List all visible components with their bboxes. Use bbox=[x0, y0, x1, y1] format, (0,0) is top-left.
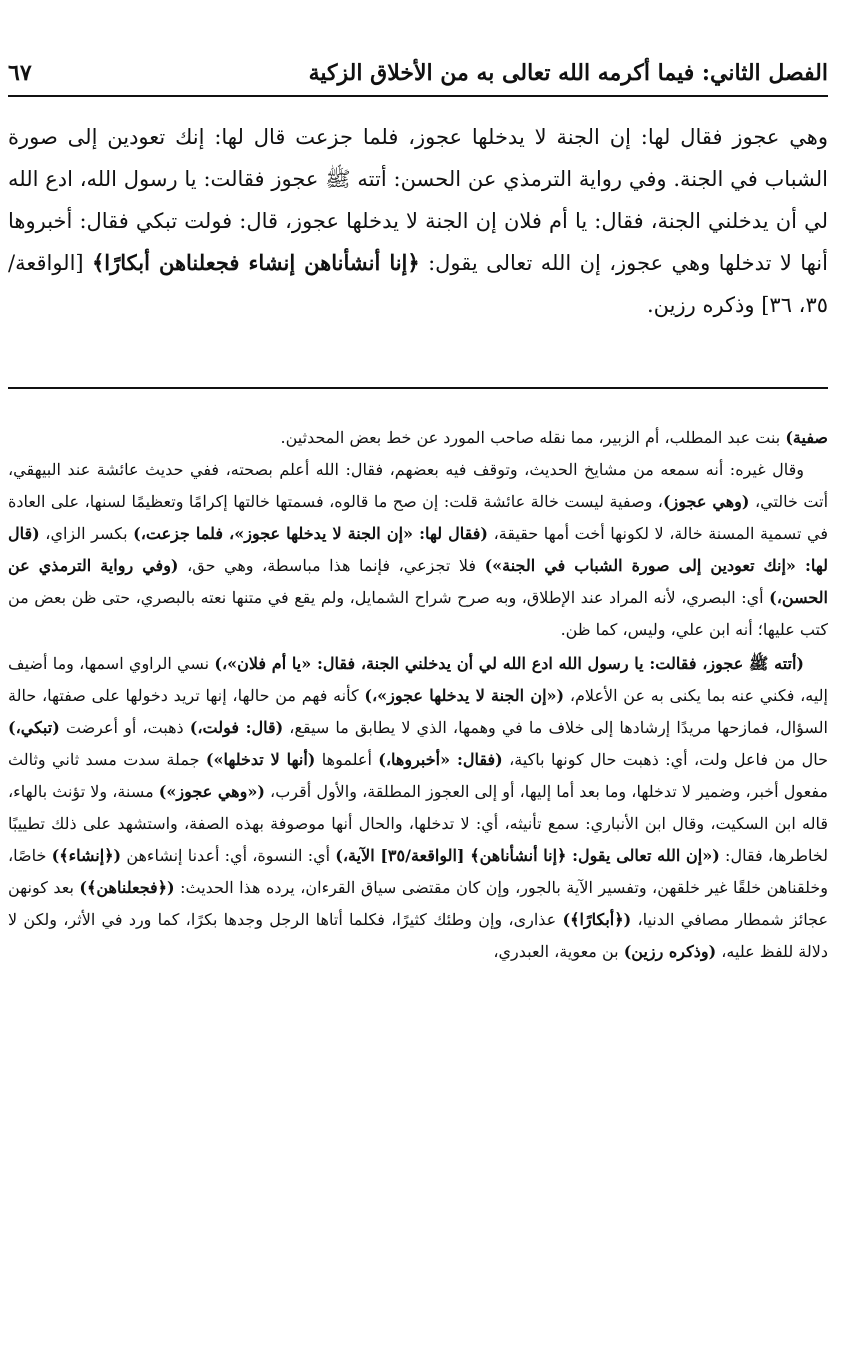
commentary-text: بعد كونهن عجائز شمطار مصافي الدنيا، bbox=[8, 878, 829, 929]
bold-citation: (قال لها: «إنك تعودين إلى صورة الشباب في الجنة») bbox=[8, 524, 828, 575]
commentary-text: بنت عبد المطلب، أم الزبير، مما نقله صاحب المورد عن خط بعض المحدثين. bbox=[280, 428, 786, 447]
commentary-paragraph-2 bbox=[8, 454, 828, 646]
commentary-text: ، وصفية ليست خالة عائشة قلت: إن صح ما قالوه، فسمتها خالتها إكرامًا وتعظيمًا لسنها، على العادة في تسمية المسنة خالة، لا لكونها أخت أمها حقيقة، bbox=[8, 492, 828, 543]
bold-citation: (وذكره رزين) bbox=[623, 942, 717, 961]
bold-citation: (وهي عجوز) bbox=[662, 492, 750, 511]
header-rule bbox=[8, 95, 828, 97]
commentary-text: مسنة، ولا تؤنث بالهاء، قاله ابن السكيت، وقال ابن الأنباري: سمع تأنيثه، أي: لا تدخلها، والحال أنها موصوفة بهذه الصفة، واستشهد على ذلك تطييبًا لخاطرها، فقال: bbox=[8, 782, 829, 865]
running-head: الفصل الثاني: فيما أكرمه الله تعالى به من الأخلاق الزكية bbox=[308, 60, 828, 86]
bold-citation: («إن الله تعالى يقول: ﴿إنا أنشأناهن﴾ [الواقعة/٣٥] الآية،) bbox=[335, 846, 720, 865]
commentary-text: أي: النسوة، أي: أعدنا إنشاءهن bbox=[121, 846, 336, 865]
commentary-text: وقال غيره: أنه سمعه من مشايخ الحديث، وتوقف فيه بعضهم، فقال: الله أعلم بصحته، ففي حديث عائشة عند البيهقي، أتت خالتي، bbox=[8, 460, 829, 511]
commentary-text: فلا تجزعي، فإنما هذا مباسطة، وهي حق، bbox=[178, 556, 485, 575]
commentary-text: عذارى، وإن وطئك كثيرًا، فكلما أتاها الرجل وجدها بكرًا، كما ورد في الأثر، ولكن لا دلالة للفظ عليه، bbox=[8, 910, 828, 961]
bold-citation: صفية) bbox=[785, 428, 828, 447]
commentary-paragraph-3 bbox=[8, 648, 828, 968]
bold-citation: (فقال: «أخبروها،) bbox=[378, 750, 503, 769]
main-text-part-2: [الواقعة/٣٥، ٣٦] وذكره رزين. bbox=[8, 251, 828, 317]
commentary-text: كأنه فهم من حالها، إنها تريد دخولها على صفتها، حالة السؤال، فمازحها مريدًا إرشادها إلى خلاف ما في وهمها، الذي لا يطابق ما سيقع، bbox=[8, 686, 828, 737]
quran-verse: ﴿إنا أنشأناهن إنشاء فجعلناهن أبكارًا﴾ bbox=[92, 250, 420, 275]
commentary bbox=[8, 422, 828, 968]
bold-citation: (﴿إنشاء﴾) bbox=[51, 846, 122, 865]
bold-citation: (﴿فجعلناهن﴾) bbox=[79, 878, 175, 897]
bold-citation: (وفي رواية الترمذي عن الحسن،) bbox=[8, 556, 828, 607]
page-header bbox=[8, 46, 828, 86]
bold-citation: (﴿أبكارًا﴾) bbox=[562, 910, 632, 929]
commentary-text: بكسر الزاي، bbox=[39, 524, 134, 543]
main-text bbox=[8, 116, 828, 326]
commentary-paragraph-1 bbox=[8, 422, 828, 454]
bold-citation: («إن الجنة لا يدخلها عجوز»،) bbox=[364, 686, 565, 705]
bold-citation: (أتته ﷺ عجوز، فقالت: يا رسول الله ادع الله لي أن يدخلني الجنة، فقال: «يا أم فلان»،) bbox=[214, 654, 804, 673]
main-text-paragraph bbox=[8, 116, 828, 326]
commentary-text: بن معوية، العبدري، bbox=[493, 942, 624, 961]
separator-rule bbox=[8, 387, 828, 389]
commentary-text: نسي الراوي اسمها، وما أضيف إليه، فكني عنه بما يكنى به عن الأعلام، bbox=[8, 654, 828, 705]
bold-citation: (فقال لها: «إن الجنة لا يدخلها عجوز»، فلما جزعت،) bbox=[133, 524, 488, 543]
commentary-text: خاصًا، وخلقناهن خلقًا غير خلقهن، وتفسير الآية بالجور، وإن كان مقتضى سياق القرءان، يرده هذا الحديث: bbox=[8, 846, 828, 897]
commentary-text: أعلموها bbox=[315, 750, 379, 769]
commentary-text: حال من فاعل ولت، أي: ذهبت حال كونها باكية، bbox=[502, 750, 829, 769]
bold-citation: (قال: فولت،) bbox=[189, 718, 284, 737]
page-number: ٦٧ bbox=[8, 60, 32, 86]
commentary-text: جملة سدت مسد ثاني وثالث مفعول أخبر، وضمير لا تدخلها، وما بعد أما إليها، أو إلى العجوز المطلقة، والأول أقرب، bbox=[8, 750, 829, 801]
main-text-part-1: وهي عجوز فقال لها: إن الجنة لا يدخلها عجوز، فلما جزعت قال لها: إنك تعودين إلى صورة الشباب في الجنة. وفي رواية الترمذي عن الحسن: أتته ﷺ عجوز فقالت: يا رسول الله، ادع الله لي أن يدخلني الجنة، فقال: يا أم فلان إن الجنة لا يدخلها عجوز، قال: فولت تبكي فقال: أخبروها أنها لا تدخلها وهي عجوز، إن الله تعالى يقول: bbox=[8, 125, 828, 275]
commentary-text: ذهبت، أو أعرضت bbox=[59, 718, 190, 737]
commentary-text: أي: البصري، لأنه المراد عند الإطلاق، وبه صرح شراح الشمايل، ولم يقع في متنها نعته بالبصري، حتى ظن بعض من كتب عليها؛ أنه ابن علي، وليس، كما ظن. bbox=[8, 588, 828, 639]
bold-citation: (تبكي،) bbox=[8, 718, 60, 737]
bold-citation: («وهي عجوز») bbox=[158, 782, 265, 801]
bold-citation: (أنها لا تدخلها») bbox=[205, 750, 316, 769]
